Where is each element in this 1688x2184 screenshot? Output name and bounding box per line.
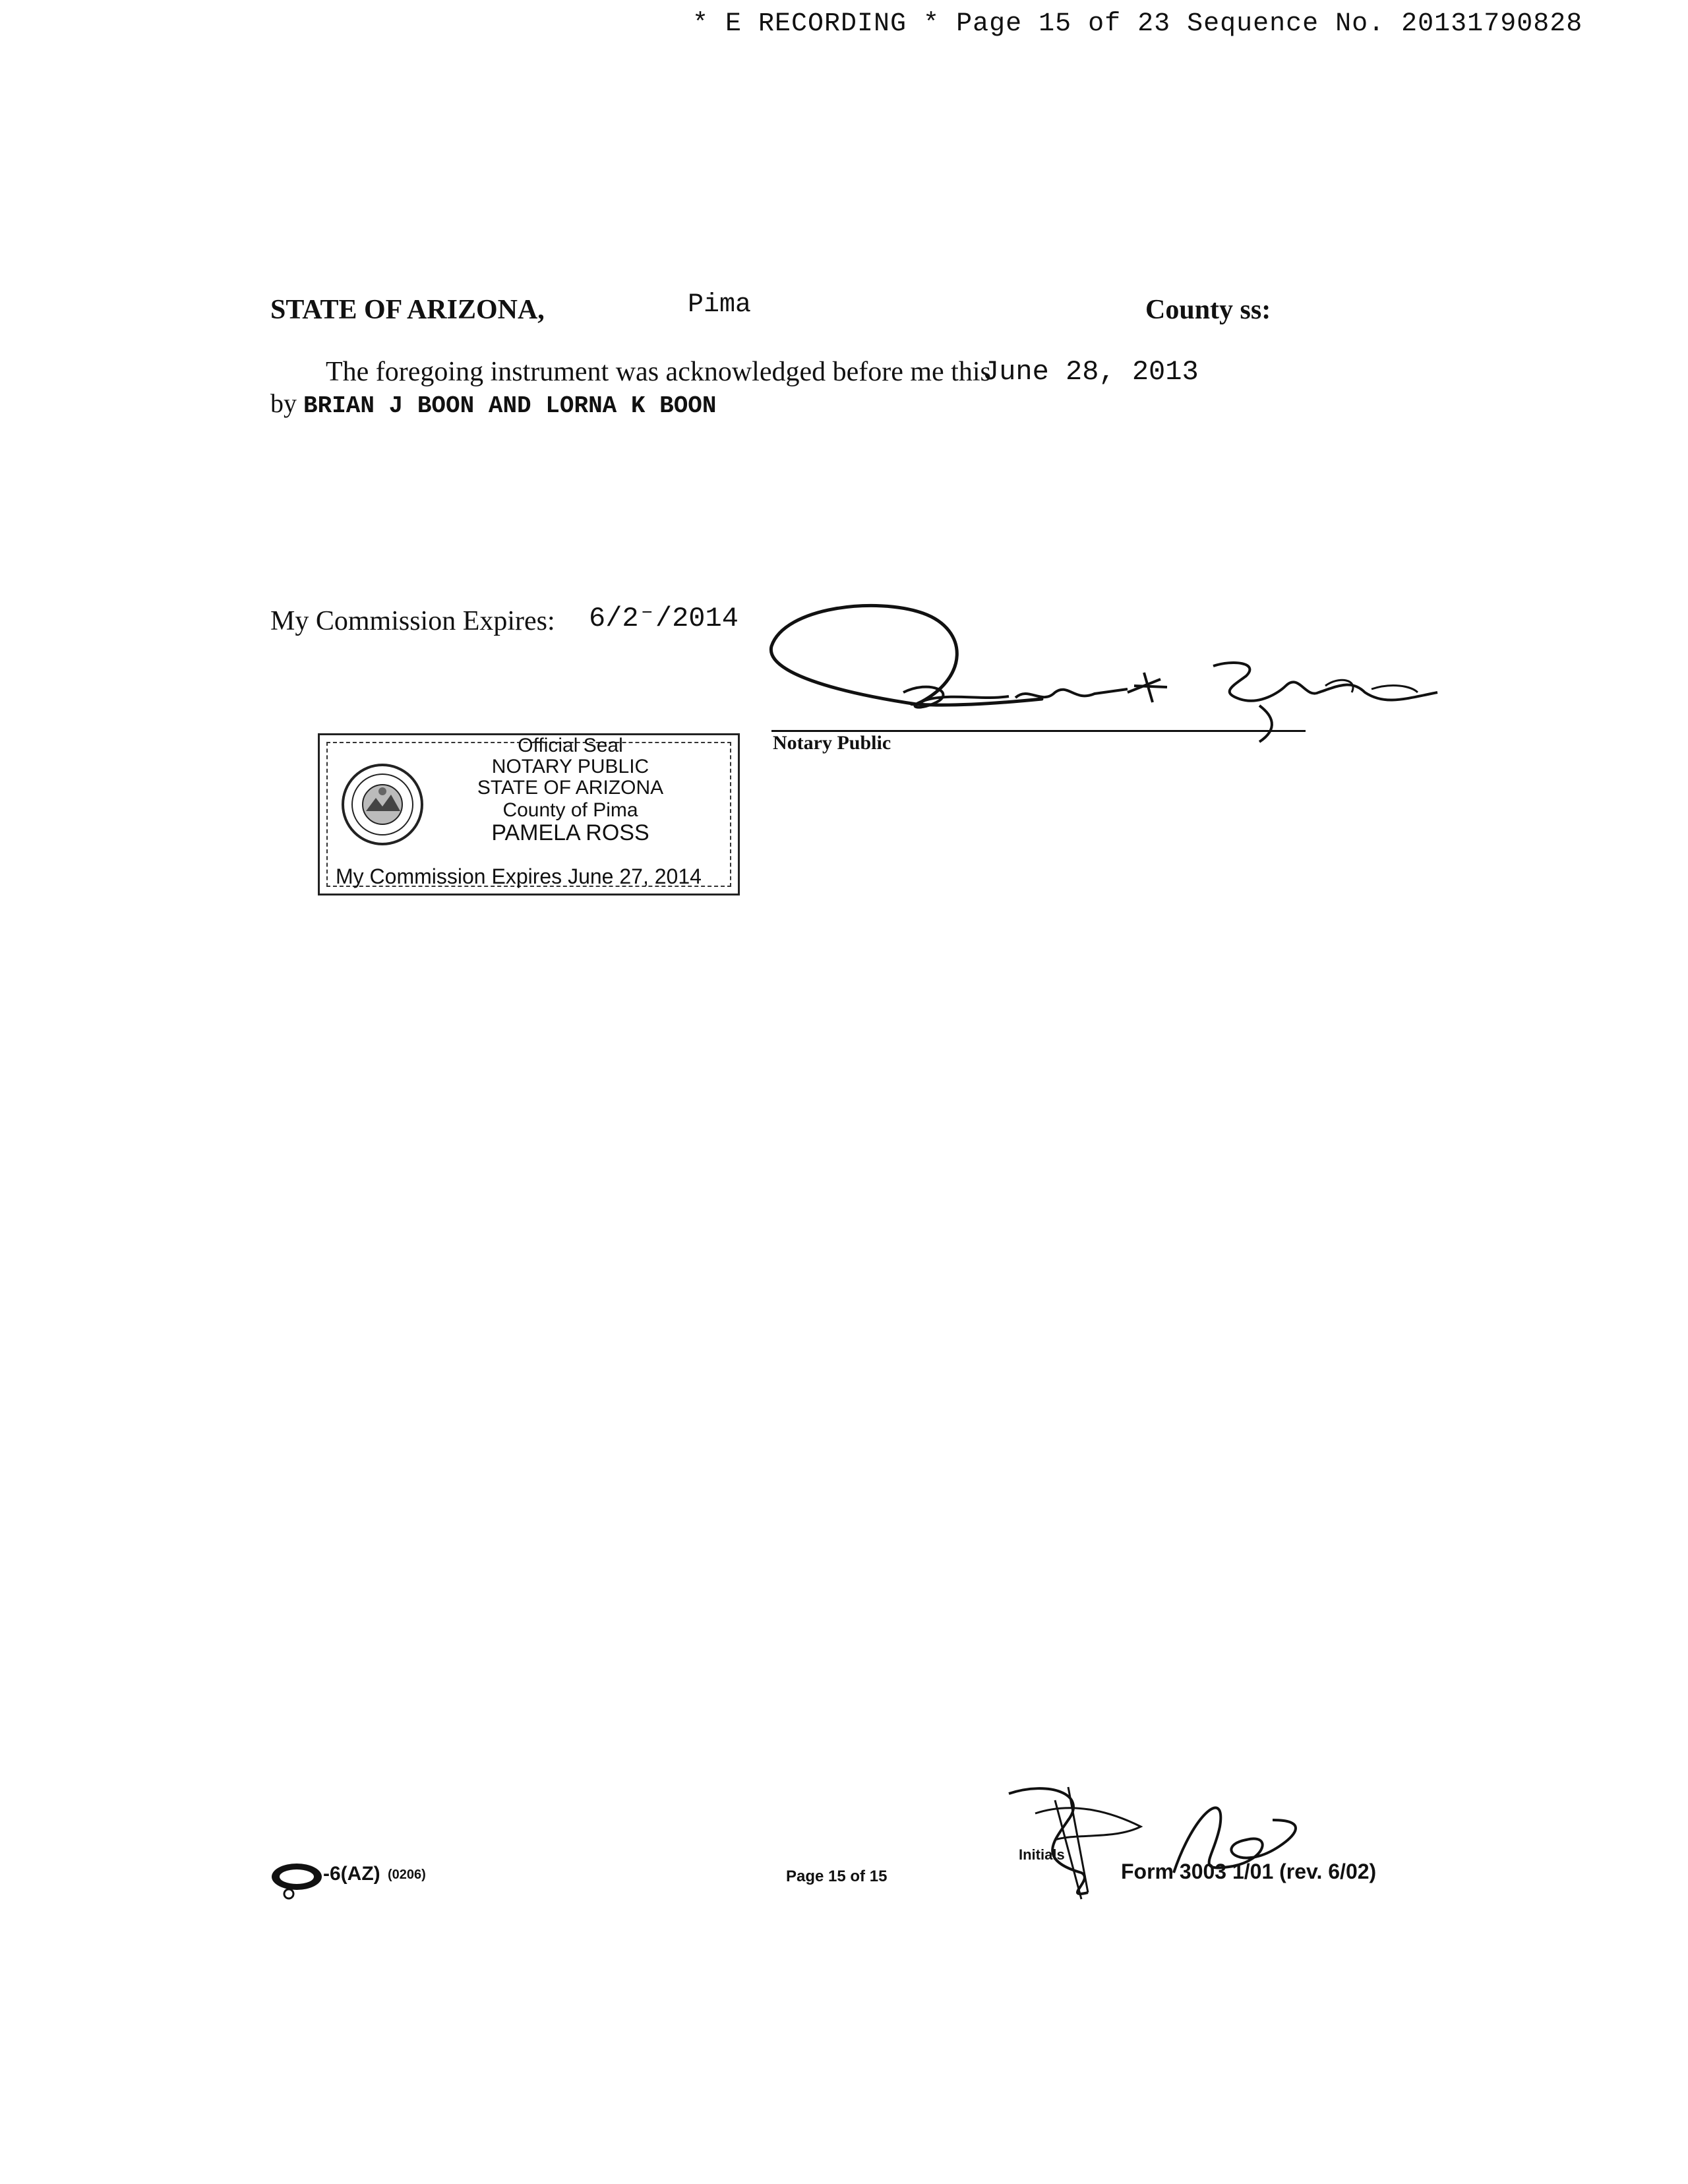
seal-line-state: STATE OF ARIZONA <box>477 777 664 799</box>
notary-seal-stamp <box>318 733 740 895</box>
signers-line <box>270 388 717 419</box>
seal-line-official: Official Seal <box>518 735 623 756</box>
initials-label: Initials <box>1019 1846 1065 1863</box>
form-revision: (0206) <box>388 1867 426 1882</box>
county-value: Pima <box>688 290 752 320</box>
seal-line-notary: NOTARY PUBLIC <box>491 756 649 777</box>
form-number: Form 3003 1/01 (rev. 6/02) <box>1121 1860 1377 1883</box>
acknowledgment-date: June 28, 2013 <box>982 356 1199 388</box>
acknowledgment-statement: The foregoing instrument was acknowledged before me this <box>326 357 991 387</box>
vmp-logo-icon <box>270 1861 323 1900</box>
arizona-seal-icon <box>340 762 425 847</box>
form-code: -6(AZ) <box>323 1863 380 1885</box>
seal-line-expires: My Commission Expires June 27, 2014 <box>336 864 702 888</box>
commission-date: 6/2⁻/2014 <box>589 603 738 634</box>
county-label: County ss: <box>1145 295 1271 325</box>
seal-line-name: PAMELA ROSS <box>491 820 649 845</box>
initials-signature <box>996 1774 1339 1906</box>
recording-header: * E RECORDING * Page 15 of 23 Sequence No. 20131790828 <box>692 9 1583 39</box>
signer-names: BRIAN J BOON AND LORNA K BOON <box>303 392 717 419</box>
state-label: STATE OF ARIZONA, <box>270 295 545 325</box>
page-number: Page 15 of 15 <box>786 1867 888 1885</box>
notary-public-caption: Notary Public <box>773 732 891 754</box>
seal-line-county: County of Pima <box>502 799 638 821</box>
notary-signature <box>758 593 1470 752</box>
by-prefix: by <box>270 388 297 418</box>
commission-label: My Commission Expires: <box>270 606 555 636</box>
